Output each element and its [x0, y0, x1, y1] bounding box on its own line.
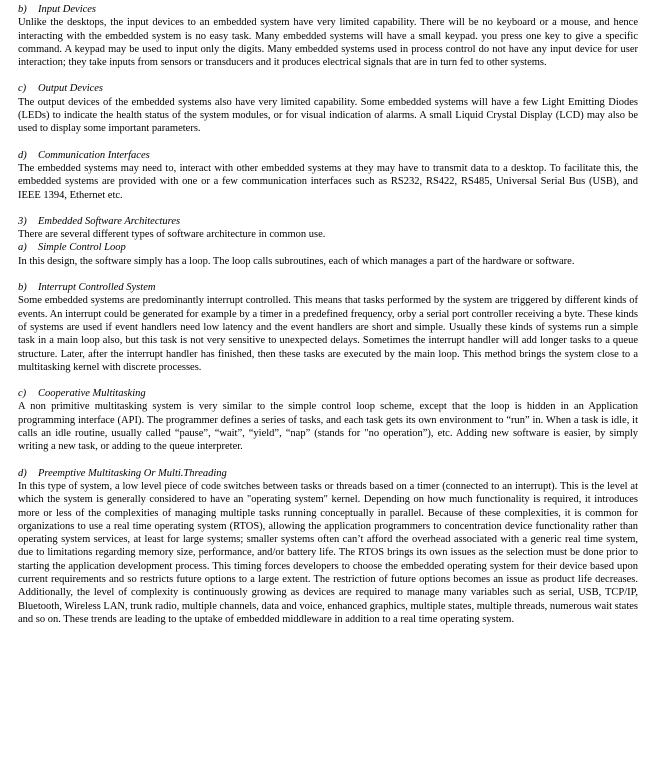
section-input-devices: [18, 3, 638, 69]
section-heading: [18, 215, 638, 228]
section-embedded-software-architectures: [18, 215, 638, 242]
paragraph: Unlike the desktops, the input devices to an embedded system have very limited capability. There will be no keyboard or a mouse, and hence interacting with the embedded system is no easy task. Many embedded systems will have a small keypad. you press one key to give a specific command. A keypad may be used to input only the digits. Many embedded systems used in process control do not have any input device for user interaction; they take inputs from sensors or transducers and it produces electrical signals that are in turn fed to other systems.: [18, 17, 638, 69]
section-number: d): [18, 149, 27, 161]
section-title: Input Devices: [38, 4, 97, 15]
section-title: Output Devices: [38, 83, 104, 95]
section-number: b): [18, 282, 27, 294]
section-heading: [18, 467, 638, 480]
paragraph: In this type of system, a low level piece of code switches between tasks or threads based on a timer (connected to an interrupt). This is the level at which the system is generally considered to have an "operating system" kernel. Depending on how much functionality is required, it introduces more or less of the complexities of managing multiple tasks running conceptually in parallel. Because of these complexities, it is common for organizations to use a real time operating system (RTOS), allowing the application programmers to concentration device functionality rather than operating system services, at least for large systems; smaller systems often can’t afford the overhead associated with a generic real time system, due to limitations regarding memory size, performance, and/or battery life. The RTOS brings its own issues as the selection must be done prior to starting the application development process. This timing forces developers to choose the embedded operating system for their device based upon current requirements and so restricts future options to a large extent. The restriction of future options becomes an issue as product life decreases. Additionally, the level of complexity is continuously growing as devices are required to manage many variables such as serial, USB, TCP/IP, Bluetooth, Wireless LAN, trunk radio, multiple channels, data and voice, enhanced graphics, multiple states, multiple threads, numerous wait states and so on. These trends are leading to the uptake of embedded middleware in addition to a real time operating system.: [18, 480, 638, 625]
section-communication-interfaces: [18, 149, 638, 202]
paragraph: A non primitive multitasking system is very similar to the simple control loop scheme, except that the loop is hidden in an Application programming interface (API). The programmer defines a series of tasks, and each task gets its own environment to “run” in. When a task is idle, it calls an idle routine, usually called “pause”, “wait”, “yield”, “nap” (stands for "no operation”), etc. Adding new software is easier, by simply writing a new task, or adding to the queue interpreter.: [18, 401, 638, 453]
paragraph: There are several different types of software architecture in common use.: [18, 229, 326, 241]
section-title: Simple Control Loop: [38, 242, 126, 254]
section-number: c): [18, 388, 27, 400]
section-number: b): [18, 4, 27, 15]
section-heading: [18, 3, 638, 16]
section-title: Preemptive Multitasking Or Multi.Threading: [38, 467, 227, 479]
section-number: 3): [18, 215, 27, 227]
section-heading: [18, 387, 638, 400]
section-preemptive-multitasking: [18, 467, 638, 627]
section-title: Cooperative Multitasking: [38, 388, 146, 400]
section-number: a): [18, 242, 27, 254]
paragraph: In this design, the software simply has a loop. The loop calls subroutines, each of which manages a part of the hardware or software.: [18, 255, 575, 267]
section-title: Communication Interfaces: [38, 149, 150, 161]
section-title: Embedded Software Architectures: [38, 215, 181, 227]
section-heading: [18, 281, 638, 294]
section-number: d): [18, 467, 27, 479]
section-cooperative-multitasking: [18, 387, 638, 453]
section-title: Interrupt Controlled System: [38, 282, 156, 294]
section-simple-control-loop: [18, 241, 638, 268]
section-interrupt-controlled-system: [18, 281, 638, 374]
section-output-devices: [18, 82, 638, 135]
section-heading: [18, 241, 638, 254]
section-heading: [18, 82, 638, 95]
section-number: c): [18, 83, 27, 95]
paragraph: Some embedded systems are predominantly interrupt controlled. This means that tasks performed by the system are triggered by different kinds of events. An interrupt could be generated for example by a timer in a predefined frequency, orby a serial port controller receiving a byte. These kinds of systems are used if event handlers need low latency and the event handlers are short and simple. Usually these kinds of systems run a simple task in a main loop also, but this task is not very sensitive to unexpected delays. Sometimes the interrupt handler will add longer tasks to a queue structure. Later, after the interrupt handler has finished, then these tasks are executed by the main loop. This method brings the system close to a multitasking kernel with discrete processes.: [18, 295, 638, 373]
paragraph: The embedded systems may need to, interact with other embedded systems at they may have to transmit data to a desktop. To facilitate this, the embedded systems are provided with one or a few communication interfaces such as RS232, RS422, RS485, Universal Serial Bus (USB), and IEEE 1394, Ethernet etc.: [18, 162, 638, 201]
paragraph: The output devices of the embedded systems also have very limited capability. Some embedded systems will have a few Light Emitting Diodes (LEDs) to indicate the health status of the system modules, or for visual indication of alarms. A small Liquid Crystal Display (LCD) may also be used to display some important parameters.: [18, 96, 638, 135]
section-heading: [18, 149, 638, 162]
